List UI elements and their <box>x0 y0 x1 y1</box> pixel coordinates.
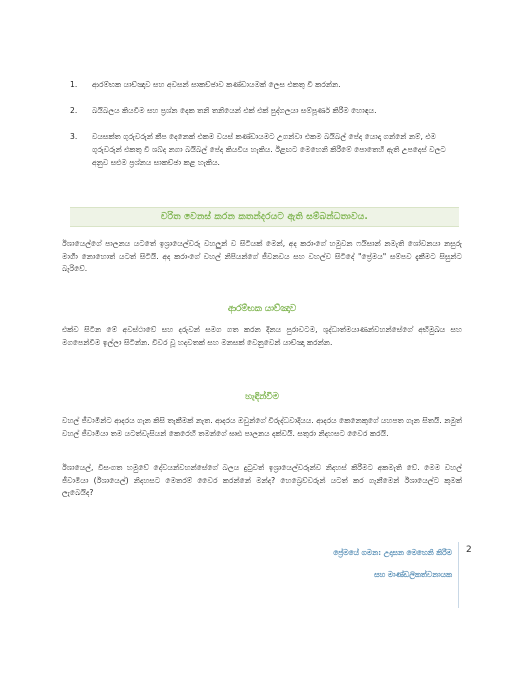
list-number: 1. <box>70 80 78 89</box>
introduction-paragraph-2: ඊශායෙල්, විසංගත හමුවේ දේවයන්වහන්සේගේ බලය දුටුවත් ඉශ්‍රායෙල්වරුන්ව නිදහස් කිරීමට අකමැති වේ. මෙම වහල් ජීවාමීයා (ඊශායෙල්) නිදහසට මෙතරම් වෛර කරන්නේ මන්ද? හෙබ්‍රෙව්වරුන් යටත් කර ගැනීමෙන් ඊශායෙල්ට කුමක් ලැබෙයිද? <box>62 463 462 497</box>
introduction-heading: හැඳින්වීම <box>245 392 279 402</box>
story-connection-paragraph: ඊශායෙල්ගේ පාලනය යටතේ ඉශ්‍රායෙල්වරු වහලුන් ව සිටියක් මෙන්, අද කරාංගේ හමුවන ෆයිසාන් නමැති ශෝවනයා නසුරු මාගීා නොහොත් යටත් සිටියි. අද කරාංගේ වහල් නිපියන්ගේ ජීවනවය සහ වහල්ව සිටිදේ "ප්‍රේමය" සම්පව දැකීමට සිසුන්ට බැරිවේ. <box>62 239 462 273</box>
footer-title: ප්‍රේමයේ ගමන: උදාසන මෙහෙනි කිරීම <box>333 548 452 557</box>
list-text: වයසක්ත ගුරුවරුන් කීප දෙනෙක් එකම වයස් කණ්ඩායමට උගන්වා එකම බයිබල් පේද යොදා ගන්නේ නම්, එම ගුරුවරුන් එකතු වී ශබ්ද නගා බයිබල් පේද කියවිය හැකිය. ඊළඟට මෙහෙනි කිරීමේ පොතෙහි ඇති උපදෙස් වලට අනුව සළුම ප්‍රශ්නය සාකච්ඡා කළ හැකිය. <box>92 132 446 167</box>
section-banner: චරිත වෙනස් කරන කතන්දරයට ඇති සම්බන්ධතාවය. <box>70 207 459 227</box>
page-number: 2 <box>466 545 472 555</box>
list-item <box>70 130 460 169</box>
list-text: බයිබලය කියවීම සහ ප්‍රශ්න දෙක තනි තනියෙන් එක් එක් පුද්ගලයා සම්පූර්ණ කිරීම හොඳය. <box>92 106 377 115</box>
opening-prayer-heading: ආරම්භක යාච්ඤාව <box>227 304 297 314</box>
footer-subtitle: සහ මාණ්ඩලිකත්වනායක <box>374 570 452 579</box>
list-item <box>70 104 460 117</box>
list-number: 2. <box>70 106 78 115</box>
instruction-list <box>70 78 460 182</box>
list-number: 3. <box>70 132 78 141</box>
list-item <box>70 78 460 91</box>
footer-divider <box>458 542 459 608</box>
list-text: ආරම්භක යාච්ඤාව සහ අවසන් සාකච්ඡාව කණ්ඩායමක් ලෙස එකතු වී කරන්න. <box>92 80 341 89</box>
opening-prayer-paragraph: එක්ව සිටින මේ අවස්ථාවේ සහ දරුවන් සමග ගත කරන දිනය පුරාවටම, ශුද්ධාත්මයාණන්වහන්සේගේ අභිමුඛය සහ මගපෙන්වීම ඉල්ලා සිටින්න. විවර වූ හදවතක් සහ මනසක් වෙනුවෙන් යාච්ඤා කරන්න. <box>62 325 462 347</box>
introduction-paragraph-1: වහල් ජීවාමීන්ට ආදරය ගැන කිසි තැකීමක් නැත. ආදරය ඔවුන්ගේ විරුද්ධවාදියය. ආදරය කෙනෙකුගේ යහපත ගැන සිතයි. නමුත් වහල් ජීවාමීයා තම යටත්වැසියන් කෙරෙහි තමන්ගේ ඝෘඪ පාලනය දක්වයි. සතුරා නිදහසට වෛර කරයි. <box>62 416 462 438</box>
